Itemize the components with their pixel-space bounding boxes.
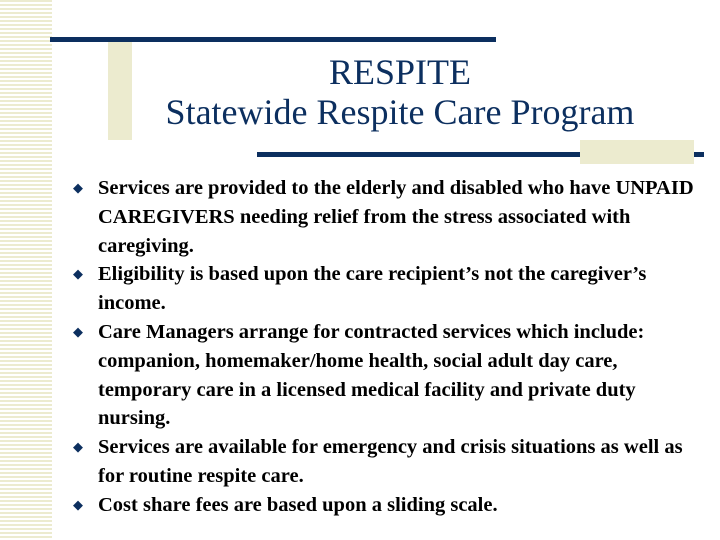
bullet-list: [73, 174, 698, 520]
bullet-item: [73, 491, 698, 520]
decorative-corner-block: [580, 140, 694, 164]
bullet-item: [73, 433, 698, 491]
title-line-2: Statewide Respite Care Program: [165, 92, 635, 132]
slide-title: [130, 52, 670, 132]
diamond-bullet-icon: ◆: [73, 266, 83, 282]
diamond-bullet-icon: ◆: [73, 323, 83, 339]
bullet-item: [73, 318, 698, 433]
diamond-bullet-icon: ◆: [73, 439, 83, 455]
bullet-text: Services are available for emergency and crisis situations as well as for routine respite care.: [98, 436, 683, 487]
decorative-stripes: [0, 0, 52, 540]
diamond-bullet-icon: ◆: [73, 496, 83, 512]
bullet-text: Care Managers arrange for contracted services which include: companion, homemaker/home health, social adult day care, temporary care in a licensed medical facility and private duty nursing.: [98, 320, 645, 430]
title-line-1: RESPITE: [328, 52, 471, 92]
diamond-bullet-icon: ◆: [73, 180, 83, 195]
bullet-text: Eligibility is based upon the care recipient’s not the caregiver’s income.: [98, 263, 647, 315]
decorative-title-block: [108, 38, 132, 140]
bullet-item: [73, 174, 698, 260]
bullet-text: Cost share fees are based upon a sliding scale.: [98, 493, 498, 516]
title-top-rule: [50, 37, 496, 42]
bullet-item: [73, 260, 698, 318]
bullet-text: Services are provided to the elderly and disabled who have UNPAID CAREGIVERS needing relief from the stress associated with caregiving.: [98, 177, 694, 257]
